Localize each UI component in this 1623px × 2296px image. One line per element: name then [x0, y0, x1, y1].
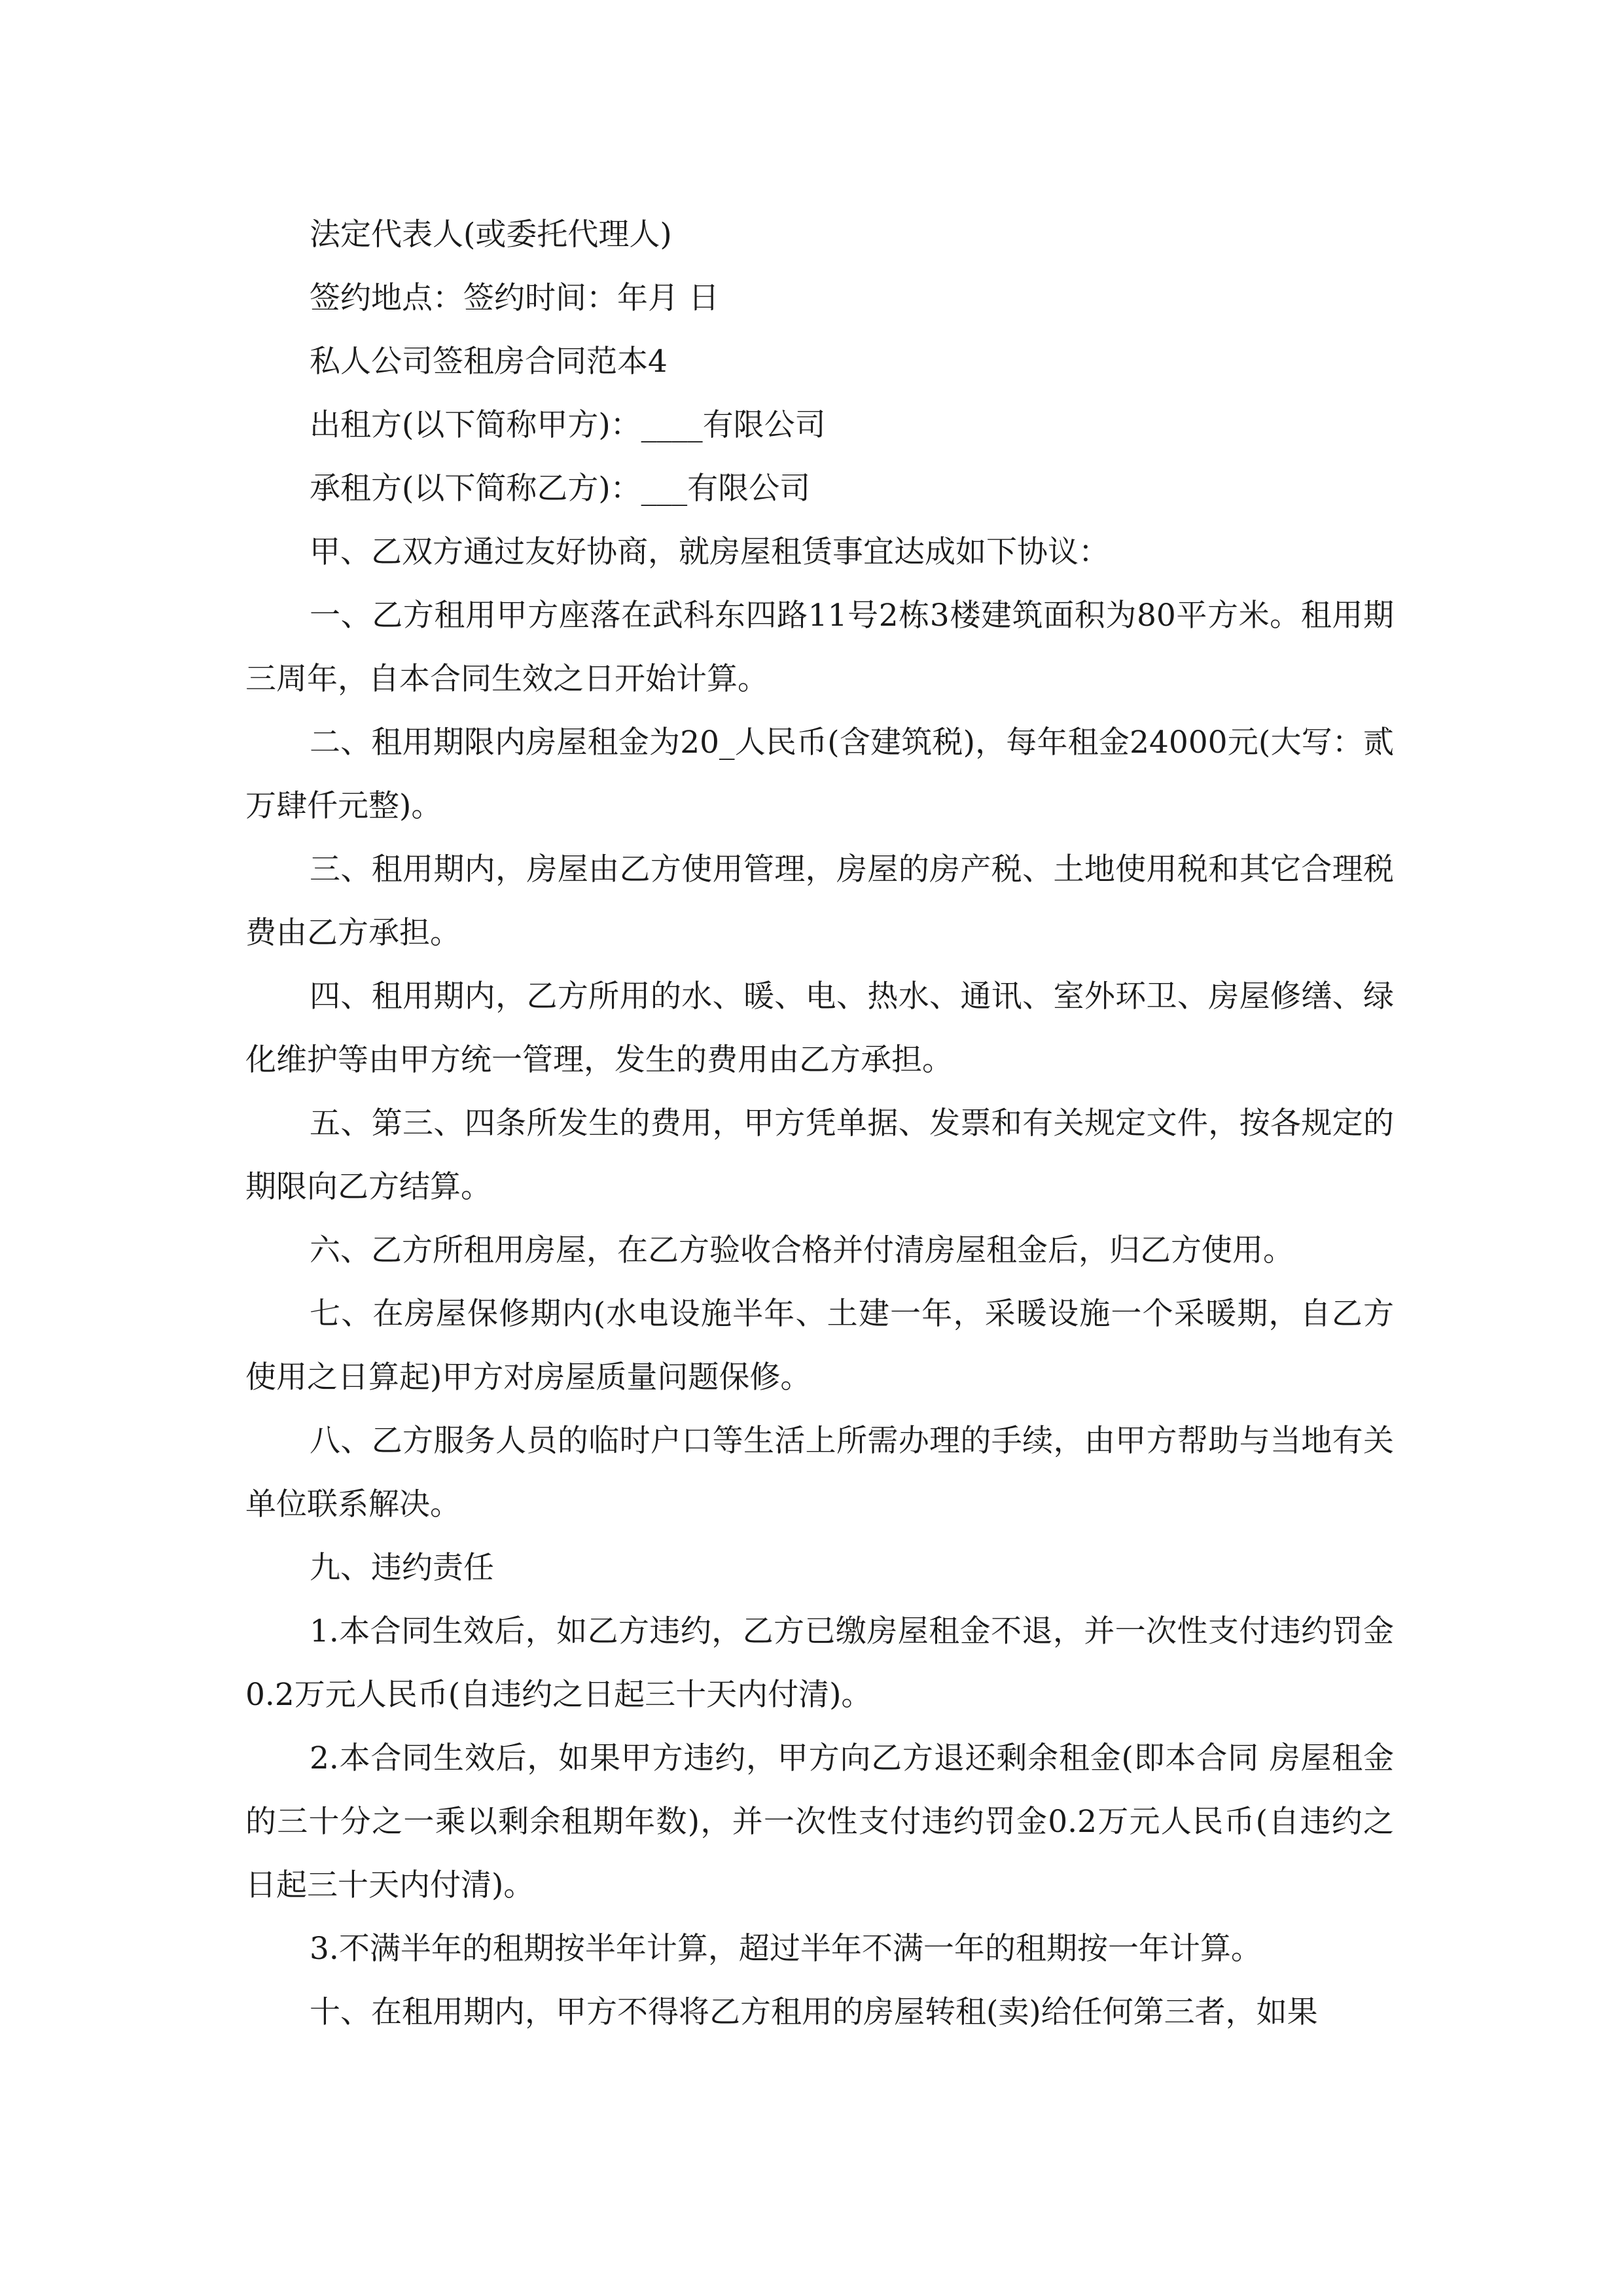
paragraph-lessor: 出租方(以下简称甲方)：____有限公司: [310, 407, 826, 443]
clause-4: 四、租用期内，乙方所用的水、暖、电、热水、通讯、室外环卫、房屋修缮、绿化维护等由甲方统一管理，发生的费用由乙方承担。: [245, 978, 1394, 1078]
clause-9-heading: 九、违约责任: [310, 1550, 494, 1586]
document-body: [245, 203, 1394, 2044]
clause-8: 八、乙方服务人员的临时户口等生活上所需办理的手续，由甲方帮助与当地有关单位联系解决。: [245, 1423, 1394, 1522]
paragraph-template-title: 私人公司签租房合同范本4: [310, 344, 668, 380]
clause-10: 十、在租用期内，甲方不得将乙方租用的房屋转租(卖)给任何第三者，如果: [310, 1994, 1318, 2030]
clause-9-item-3: 3.不满半年的租期按半年计算，超过半年不满一年的租期按一年计算。: [310, 1931, 1262, 1967]
paragraph-lessee: 承租方(以下简称乙方)：___有限公司: [310, 471, 811, 507]
clause-9-item-1: 1.本合同生效后，如乙方违约，乙方已缴房屋租金不退，并一次性支付违约罚金0.2万元人民币(自违约之日起三十天内付清)。: [245, 1613, 1394, 1713]
clause-3: 三、租用期内，房屋由乙方使用管理，房屋的房产税、土地使用税和其它合理税费由乙方承担。: [245, 852, 1394, 951]
clause-7: 七、在房屋保修期内(水电设施半年、土建一年，采暖设施一个采暖期，自乙方使用之日算起)甲方对房屋质量问题保修。: [245, 1296, 1394, 1395]
clause-6: 六、乙方所租用房屋，在乙方验收合格并付清房屋租金后，归乙方使用。: [310, 1232, 1294, 1268]
paragraph-signing-place-time: 签约地点：签约时间：年月 日: [310, 280, 719, 316]
clause-9-item-2: 2.本合同生效后，如果甲方违约，甲方向乙方退还剩余租金(即本合同 房屋租金的三十分之一乘以剩余租期年数)，并一次性支付违约罚金0.2万元人民币(自违约之日起三十天内付清)。: [245, 1740, 1394, 1903]
paragraph-legal-representative: 法定代表人(或委托代理人): [310, 217, 672, 253]
clause-1: 一、乙方租用甲方座落在武科东四路11号2栋3楼建筑面积为80平方米。租用期三周年，自本合同生效之日开始计算。: [245, 598, 1394, 697]
paragraph-agreement-intro: 甲、乙双方通过友好协商，就房屋租赁事宜达成如下协议：: [310, 534, 1109, 570]
clause-5: 五、第三、四条所发生的费用，甲方凭单据、发票和有关规定文件，按各规定的期限向乙方结算。: [245, 1105, 1394, 1205]
clause-2: 二、租用期限内房屋租金为20_人民币(含建筑税)，每年租金24000元(大写：贰万肆仟元整)。: [245, 725, 1394, 824]
